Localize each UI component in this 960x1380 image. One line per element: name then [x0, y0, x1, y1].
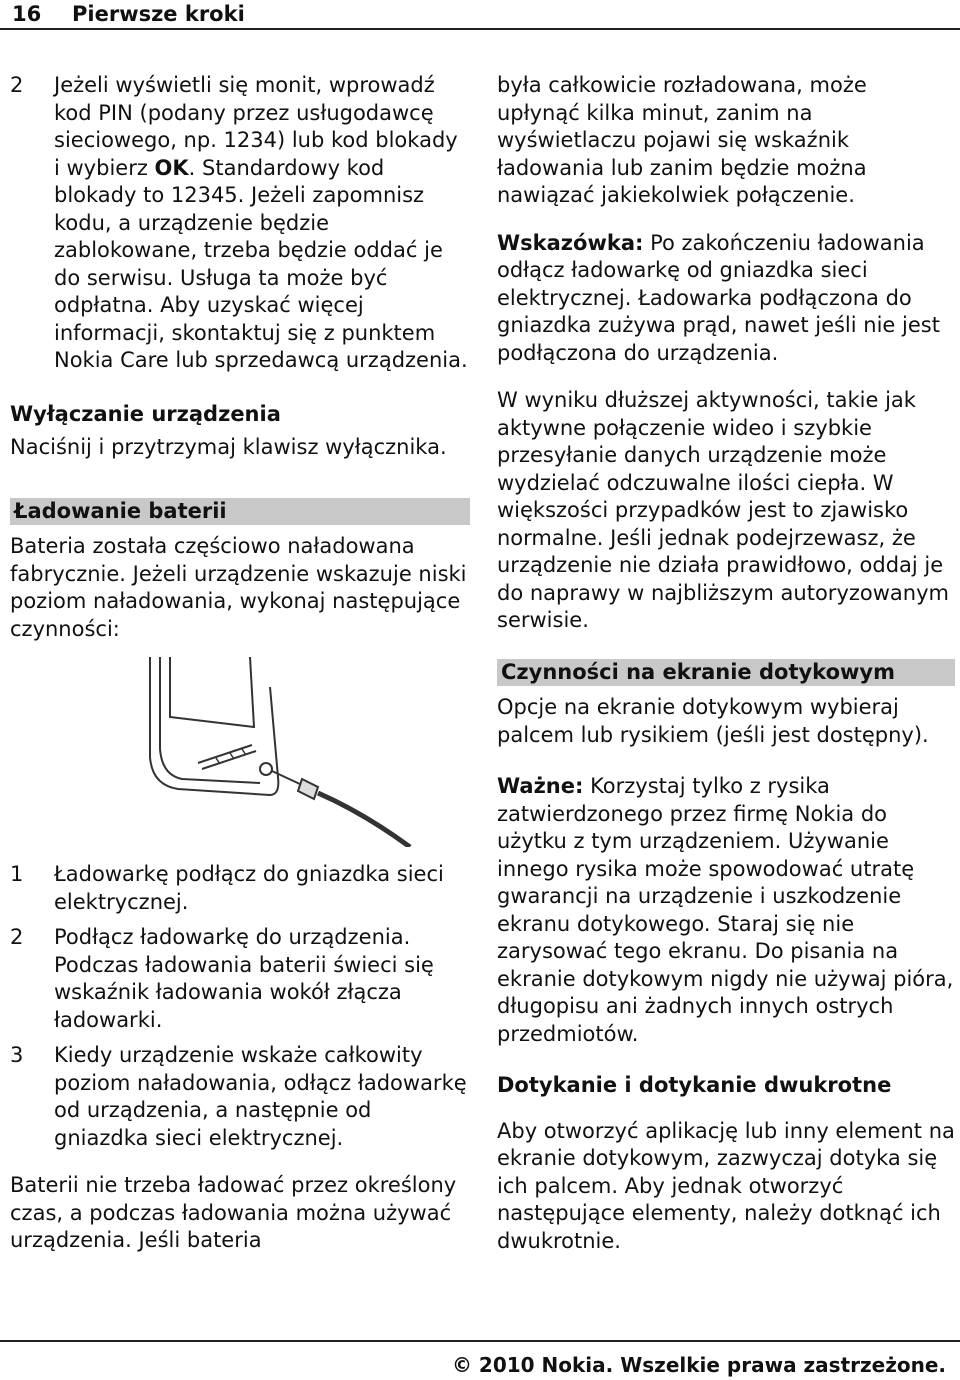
right-column	[497, 72, 955, 1255]
switch-off-text: Naciśnij i przytrzymaj klawisz wyłącznika.	[10, 435, 447, 459]
phone-charger-icon	[130, 657, 490, 847]
tip-paragraph: Wskazówka: Po zakończeniu ładowania odłącz ładowarkę od gniazdka sieci elektrycznej. Ładowarka podłączona do gniazdka zużywa prąd, nawet jeśli nie jest podłączona do urządzenia.	[497, 230, 940, 365]
heat-paragraph: W wyniku dłuższej aktywności, takie jak aktywne połączenie wideo i szybkie przesyłanie danych urządzenie może wydzielać odczuwalne ilości ciepła. W większości przypadków jest to zjawisko normalne. Jeśli jednak podejrzewasz, że urządzenie nie działa prawidłowo, oddaj je do naprawy w najbliższym autoryzowanym serwisie.	[497, 388, 949, 632]
charging-heading: Ładowanie baterii	[10, 498, 470, 526]
left-column	[10, 72, 470, 1255]
tap-heading: Dotykanie i dotykanie dwukrotne	[497, 1073, 892, 1097]
step-number: 2	[10, 73, 24, 97]
tap-text: Aby otworzyć aplikację lub inny element na ekranie dotykowym, zazwyczaj dotyka się ich palcem. Aby jednak otworzyć następujące elementy, należy dotknąć ich dwukrotnie.	[497, 1118, 955, 1253]
touch-heading: Czynności na ekranie dotykowym	[497, 659, 955, 687]
important-paragraph: Ważne: Korzystaj tylko z rysika zatwierdzonego przez firmę Nokia do użytku z tym urządzeniem. Używanie innego rysika może spowodować utratę gwarancji na urządzenie i uszkodzenie ekranu dotykowego. Staraj się nie zarysować tego ekranu. Do pisania na ekranie dotykowym nigdy nie używaj pióra, długopisu ani żadnych innych ostrych przedmiotów.	[497, 774, 954, 1046]
touch-text: Opcje na ekranie dotykowym wybieraj palcem lub rysikiem (jeśli jest dostępny).	[497, 695, 929, 747]
page-number: 16	[12, 2, 42, 26]
pin-step	[10, 72, 470, 375]
page-footer	[0, 1340, 960, 1380]
charging-step-1: 1 Ładowarkę podłącz do gniazdka sieci elektrycznej.	[10, 862, 444, 914]
charging-step-3: 3 Kiedy urządzenie wskaże całkowity poziom naładowania, odłącz ładowarkę od urządzenia, a następnie od gniazdka sieci elektrycznej.	[10, 1043, 467, 1150]
switch-off-heading: Wyłączanie urządzenia	[10, 401, 281, 426]
charging-illustration	[10, 657, 470, 847]
page-title: Pierwsze kroki	[72, 2, 245, 26]
battery-continued-text: była całkowicie rozładowana, może upłynąć kilka minut, zanim na wyświetlaczu pojawi się wskaźnik ładowania lub zanim będzie można nawiązać jakiekolwiek połączenie.	[497, 73, 867, 207]
ok-softkey-label: OK	[154, 155, 189, 180]
charging-intro: Bateria została częściowo naładowana fabrycznie. Jeżeli urządzenie wskazuje niski poziom naładowania, wykonaj następujące czynności:	[10, 534, 467, 641]
page-header	[0, 0, 960, 30]
tip-label: Wskazówka:	[497, 230, 644, 255]
charging-after-text: Baterii nie trzeba ładować przez określony czas, a podczas ładowania można używać urządzenia. Jeśli bateria	[10, 1173, 457, 1252]
important-label: Ważne:	[497, 774, 584, 798]
charging-step-2: 2 Podłącz ładowarkę do urządzenia. Podczas ładowania baterii świeci się wskaźnik ładowania wokół złącza ładowarki.	[10, 925, 434, 1032]
pin-step-text: Jeżeli wyświetli się monit, wprowadź kod PIN (podany przez usługodawcę sieciowego, np. 1234) lub kod blokady i wybierz OK. Standardowy kod blokady to 12345. Jeżeli zapomnisz kodu, a urządzenie będzie zablokowane, trzeba będzie oddać je do serwisu. Usługa ta może być odpłatna. Aby uzyskać więcej informacji, skontaktuj się z punktem Nokia Care lub sprzedawcą urządzenia.	[54, 73, 468, 372]
copyright-text: © 2010 Nokia. Wszelkie prawa zastrzeżone.	[451, 1353, 946, 1377]
